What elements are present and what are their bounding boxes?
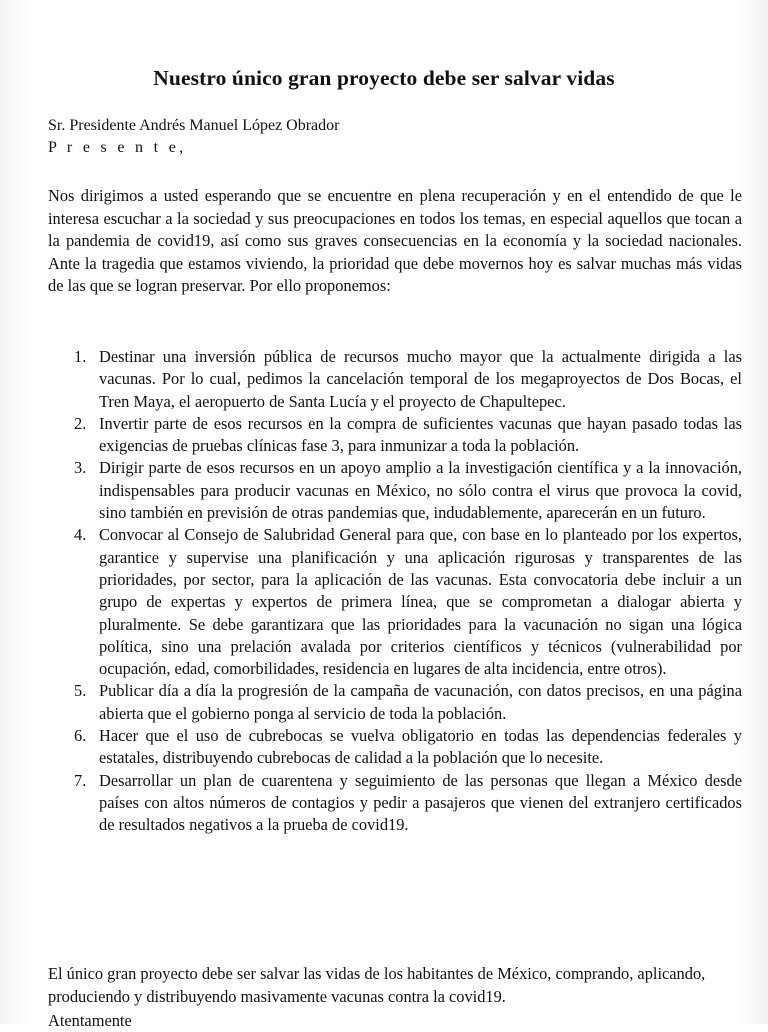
proposal-number: 2. [74, 413, 87, 433]
proposal-number: 5. [74, 681, 87, 701]
signoff: Atentamente [48, 1011, 132, 1030]
proposal-text: Publicar día a día la progresión de la campaña de vacunación, con datos precisos, en una página abierta que el gobierno ponga al servicio de toda la población. [99, 681, 742, 723]
proposal-text: Dirigir parte de esos recursos en un apoyo amplio a la investigación científica y a la innovación, indispensables para producir vacunas en México, no sólo contra el virus que provoca la covid, sino también en previsión de otras pandemias que, indudablemente, aparecerán en un futuro. [99, 458, 742, 523]
proposal-list [74, 346, 742, 837]
proposal-item-7 [74, 770, 742, 837]
proposal-number: 4. [74, 525, 87, 545]
proposal-text: Invertir parte de esos recursos en la compra de suficientes vacunas que hayan pasado todas las exigencias de pruebas clínicas fase 3, para inmunizar a toda la población. [99, 413, 742, 456]
letter-title: Nuestro único gran proyecto debe ser salvar vidas [153, 66, 615, 90]
present-line: P r e s e n t e, [48, 139, 187, 156]
proposal-item-4 [74, 524, 742, 680]
salutation [48, 115, 728, 159]
proposal-text: Convocar al Consejo de Salubridad General para que, con base en lo planteado por los expertos, garantice y supervise una planificación y una aplicación rigurosas y transparentes de las prioridades, por sector, para la aplicación de las vacunas. Esta convocatoria debe incluir a un grupo de expertas y expertos de primera línea, que se comprometan a dialogar abierta y pluralmente. Se debe garantizara que las prioridades para la vacunación no sigan una lógica política, sino una prelación avalada por criterios científicos y técnicos (vulnerabilidad por ocupación, edad, comorbilidades, residencia en lugares de alta incidencia, entre otros). [99, 525, 742, 679]
closing-paragraph: El único gran proyecto debe ser salvar las vidas de los habitantes de México, comprando, aplicando, produciendo y distribuyendo masivamente vacunas contra la covid19. [48, 964, 706, 1006]
proposal-item-3 [74, 457, 742, 524]
recipient-line: Sr. Presidente Andrés Manuel López Obrador [48, 117, 340, 134]
proposal-item-6 [74, 725, 742, 770]
proposal-text: Hacer que el uso de cubrebocas se vuelva obligatorio en todas las dependencias federales y estatales, distribuyendo cubrebocas de calidad a la población que lo necesite. [99, 726, 742, 768]
proposal-number: 6. [74, 726, 87, 746]
proposal-item-1 [74, 346, 742, 413]
proposal-text: Destinar una inversión pública de recursos mucho mayor que la actualmente dirigida a las vacunas. Por lo cual, pedimos la cancelación temporal de los megaproyectos de Dos Bocas, el Tren Maya, el aeropuerto de Santa Lucía y el proyecto de Chapultepec. [99, 347, 742, 411]
proposal-item-5 [74, 680, 742, 725]
intro-paragraph: Nos dirigimos a usted esperando que se encuentre en plena recuperación y en el entendido de que le interesa escuchar a la sociedad y sus preocupaciones en todos los temas, en especial aquellos que tocan a la pandemia de covid19, así como sus graves consecuencias en la economía y la sociedad nacionales. Ante la tragedia que estamos viviendo, la prioridad que debe movernos hoy es salvar muchas más vidas de las que se logran preservar. Por ello proponemos: [48, 186, 742, 295]
proposal-number: 7. [74, 770, 87, 790]
proposal-text: Desarrollar un plan de cuarentena y seguimiento de las personas que llegan a México desde países con altos números de contagios y pedir a pasajeros que vienen del extranjero certificados de resultados negativos a la prueba de covid19. [99, 770, 742, 835]
proposal-number: 3. [74, 458, 87, 478]
proposal-item-2 [74, 413, 742, 458]
proposal-number: 1. [74, 347, 87, 366]
